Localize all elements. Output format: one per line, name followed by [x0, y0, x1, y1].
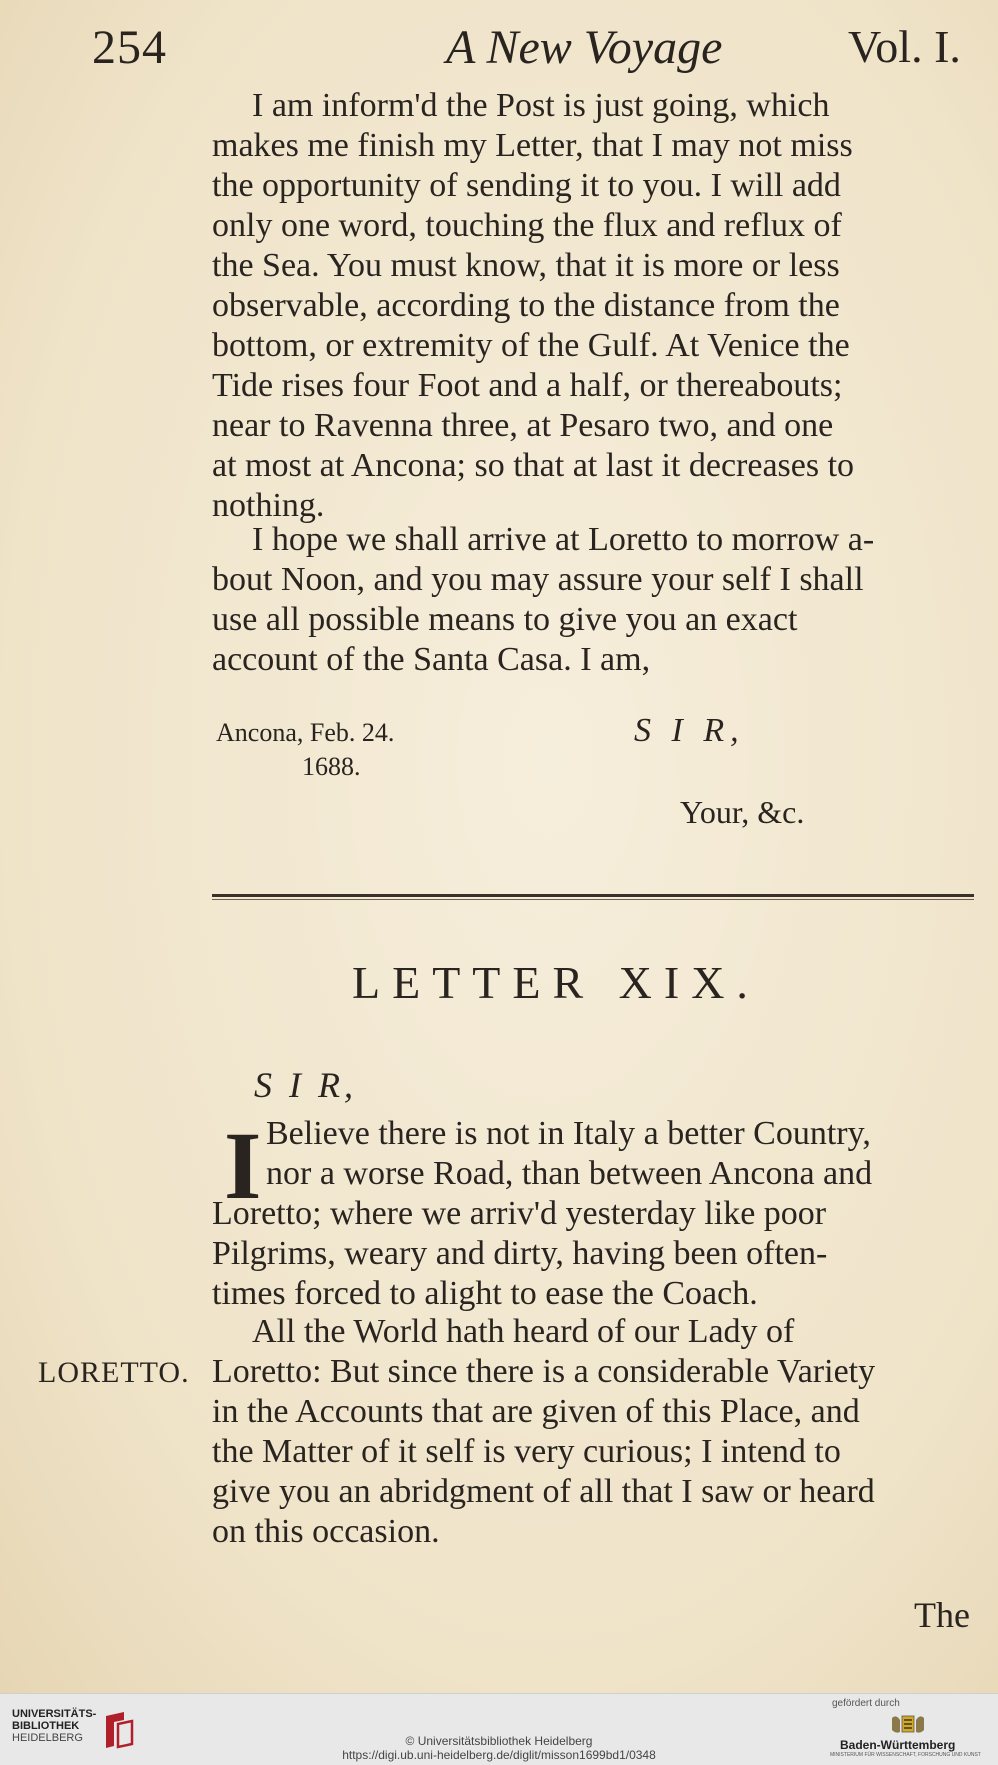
signature-salutation: S I R, [634, 712, 745, 749]
letter-salutation: S I R, [254, 1065, 357, 1105]
signature-place-date: Ancona, Feb. 24. [216, 718, 395, 747]
text-line: the Matter of it self is very curious; I intend to [212, 1433, 841, 1470]
text-line: Tide rises four Foot and a half, or thereabouts; [212, 367, 843, 404]
signature-year: 1688. [302, 752, 361, 781]
text-line: I hope we shall arrive at Loretto to morrow a- [252, 521, 875, 558]
volume-label: Vol. I. [848, 21, 961, 72]
drop-cap: I [224, 1112, 262, 1219]
text-line: account of the Santa Casa. I am, [212, 641, 651, 678]
text-line: near to Ravenna three, at Pesaro two, and one [212, 407, 834, 444]
coat-of-arms-icon[interactable] [888, 1712, 928, 1738]
section-divider [212, 894, 974, 897]
page-number: 254 [92, 21, 167, 74]
funded-by-label: gefördert durch [832, 1698, 900, 1709]
text-line: give you an abridgment of all that I saw or heard [212, 1473, 875, 1510]
library-name-line: BIBLIOTHEK [12, 1720, 80, 1732]
text-line: use all possible means to give you an exact [212, 601, 798, 638]
text-line: observable, according to the distance from the [212, 287, 840, 324]
running-title: A New Voyage [446, 21, 723, 74]
library-name-line: UNIVERSITÄTS- [12, 1708, 97, 1720]
text-line: Believe there is not in Italy a better Country, [266, 1115, 871, 1152]
text-line: times forced to alight to ease the Coach. [212, 1275, 758, 1312]
funder-ministry: MINISTERIUM FÜR WISSENSCHAFT, FORSCHUNG UND KUNST [830, 1752, 981, 1758]
text-line: on this occasion. [212, 1513, 440, 1550]
text-line: bottom, or extremity of the Gulf. At Venice the [212, 327, 850, 364]
text-line: makes me finish my Letter, that I may not miss [212, 127, 853, 164]
signature-closing: Your, &c. [680, 794, 805, 830]
text-line: the opportunity of sending it to you. I will add [212, 167, 841, 204]
paragraph-post-going [212, 86, 974, 526]
catchword: The [914, 1595, 970, 1635]
copyright-notice: © Universitätsbibliothek Heidelberg [405, 1734, 593, 1748]
text-line: nothing. [212, 487, 325, 524]
paragraph-world-heard [212, 1312, 974, 1552]
text-line: Loretto; where we arriv'd yesterday like poor [212, 1195, 827, 1232]
letter-heading: LETTER XIX. [352, 957, 760, 1008]
paragraph-believe [212, 1114, 974, 1314]
section-divider-thin [212, 899, 974, 900]
text-line: bout Noon, and you may assure your self I shall [212, 561, 864, 598]
text-line: I am inform'd the Post is just going, which [252, 87, 830, 124]
text-line: the Sea. You must know, that it is more or less [212, 247, 840, 284]
margin-note: LORETTO. [38, 1356, 190, 1389]
text-line: Loretto: But since there is a considerable Variety [212, 1353, 876, 1390]
permalink-url[interactable]: https://digi.ub.uni-heidelberg.de/diglit/misson1699bd1/0348 [342, 1748, 656, 1762]
viewer-footer [0, 1693, 998, 1765]
paragraph-arrive-loretto [212, 520, 974, 680]
page-header [0, 20, 998, 84]
text-line: at most at Ancona; so that at last it decreases to [212, 447, 855, 484]
text-line: All the World hath heard of our Lady of [252, 1313, 795, 1350]
funder-name: Baden-Württemberg [840, 1738, 956, 1752]
text-line: Pilgrims, weary and dirty, having been often- [212, 1235, 828, 1272]
library-name-line: HEIDELBERG [12, 1732, 83, 1744]
text-line: in the Accounts that are given of this Place, and [212, 1393, 860, 1430]
text-line: nor a worse Road, than between Ancona and [266, 1155, 873, 1192]
text-line: only one word, touching the flux and reflux of [212, 207, 842, 244]
